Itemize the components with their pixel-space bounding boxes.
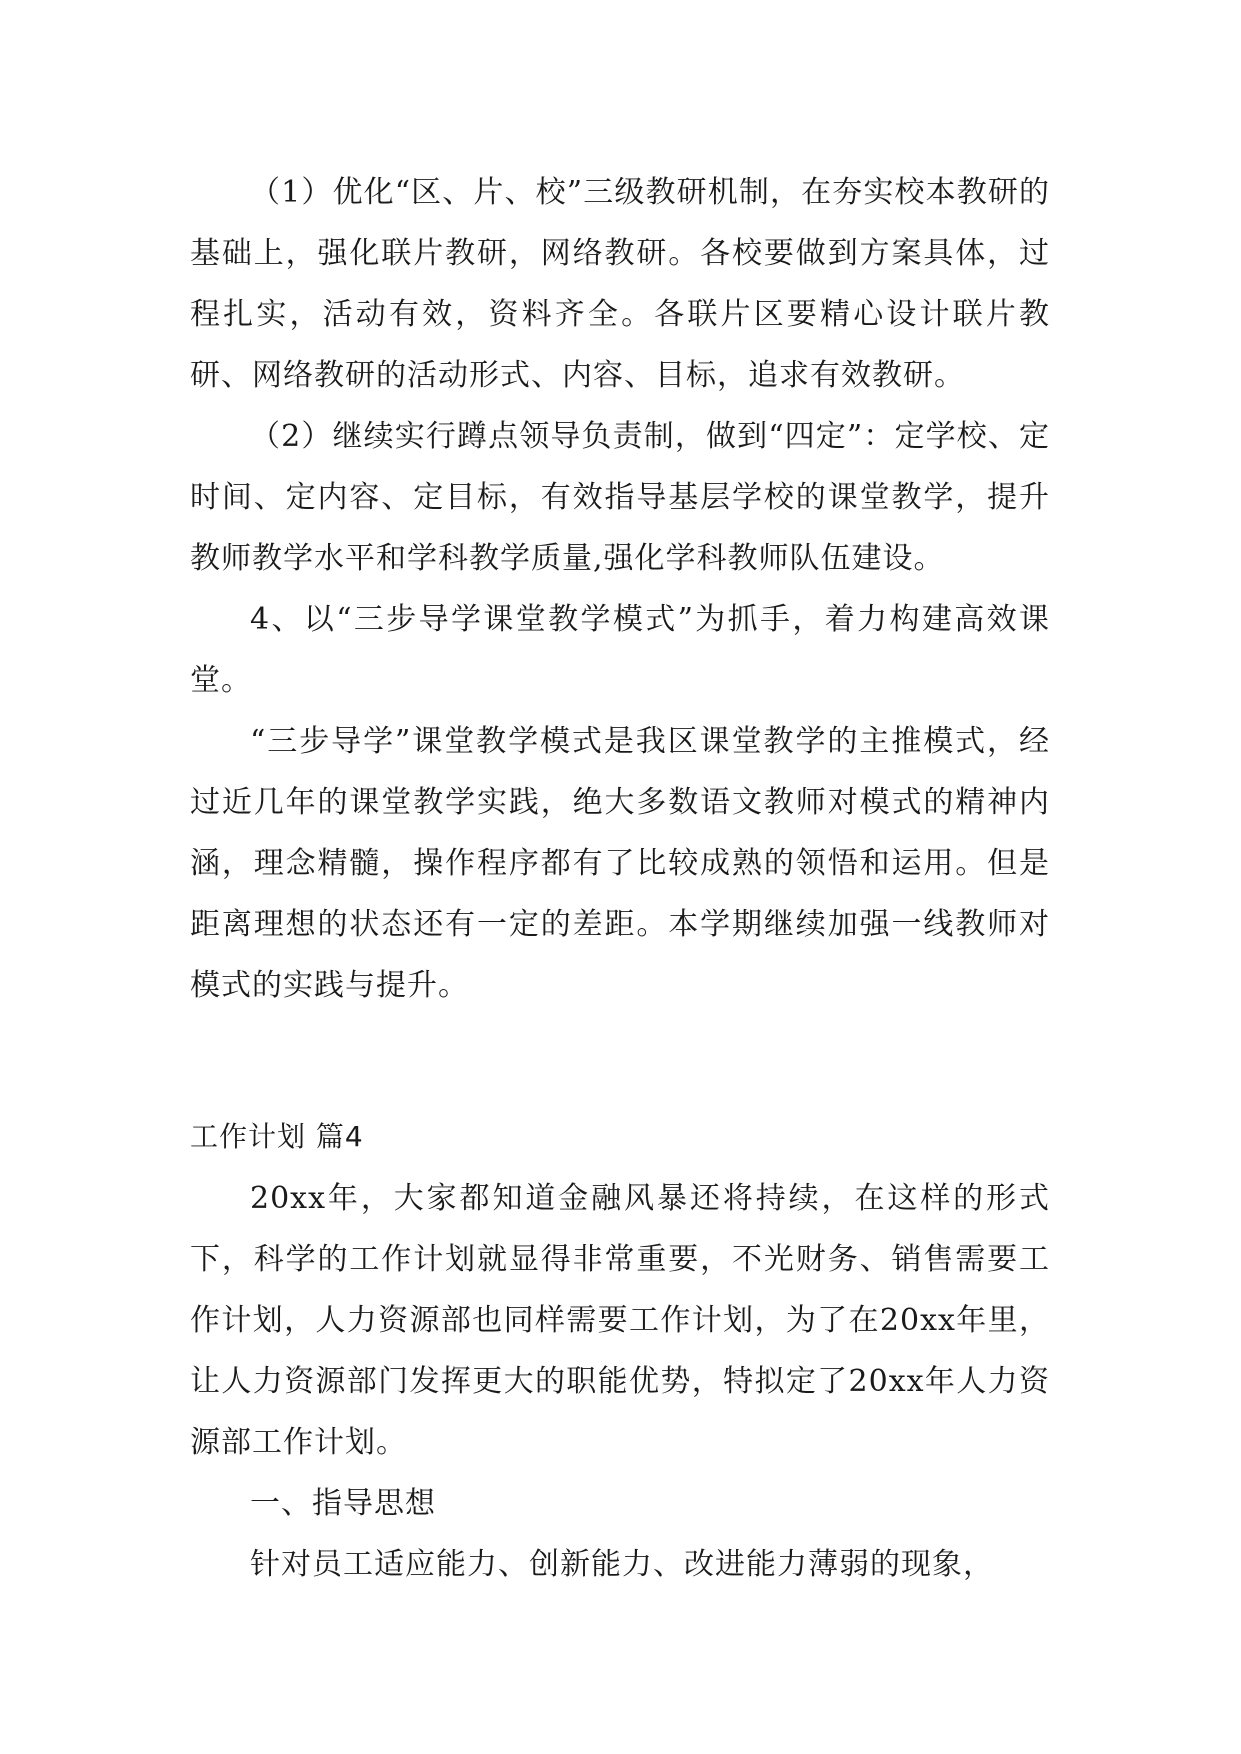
paragraph-efficient-classroom: 4、以“三步导学课堂教学模式”为抓手，着力构建高效课堂。 <box>190 602 1050 698</box>
paragraph-guiding-ideology: 针对员工适应能力、创新能力、改进能力薄弱的现象， <box>250 1547 994 1582</box>
paragraph-hr-plan-intro: 20xx年，大家都知道金融风暴还将持续，在这样的形式下，科学的工作计划就显得非常重要，不光财务、销售需要工作计划，人力资源部也同样需要工作计划，为了在20xx年里，让人力资源部门发挥更大的职能优势，特拟定了20xx年人力资源部工作计划。 <box>190 1181 1050 1460</box>
paragraph-three-step-model: “三步导学”课堂教学模式是我区课堂教学的主推模式，经过近几年的课堂教学实践，绝大多数语文教师对模式的精神内涵，理念精髓，操作程序都有了比较成熟的领悟和运用。但是距离理想的状态还有一定的差距。本学期继续加强一线教师对模式的实践与提升。 <box>190 724 1050 1003</box>
heading-guiding-ideology: 一、指导思想 <box>250 1486 436 1521</box>
paragraph-leader-responsibility: （2）继续实行蹲点领导负责制，做到“四定”：定学校、定时间、定内容、定目标，有效指导基层学校的课堂教学，提升教师教学水平和学科教学质量,强化学科教师队伍建设。 <box>190 419 1050 576</box>
section-title: 工作计划 篇4 <box>190 1120 364 1153</box>
document-body <box>190 162 1050 1595</box>
paragraph-teaching-research-mechanism: （1）优化“区、片、校”三级教研机制，在夯实校本教研的基础上，强化联片教研，网络教研。各校要做到方案具体，过程扎实，活动有效，资料齐全。各联片区要精心设计联片教研、网络教研的活动形式、内容、目标，追求有效教研。 <box>190 175 1050 393</box>
